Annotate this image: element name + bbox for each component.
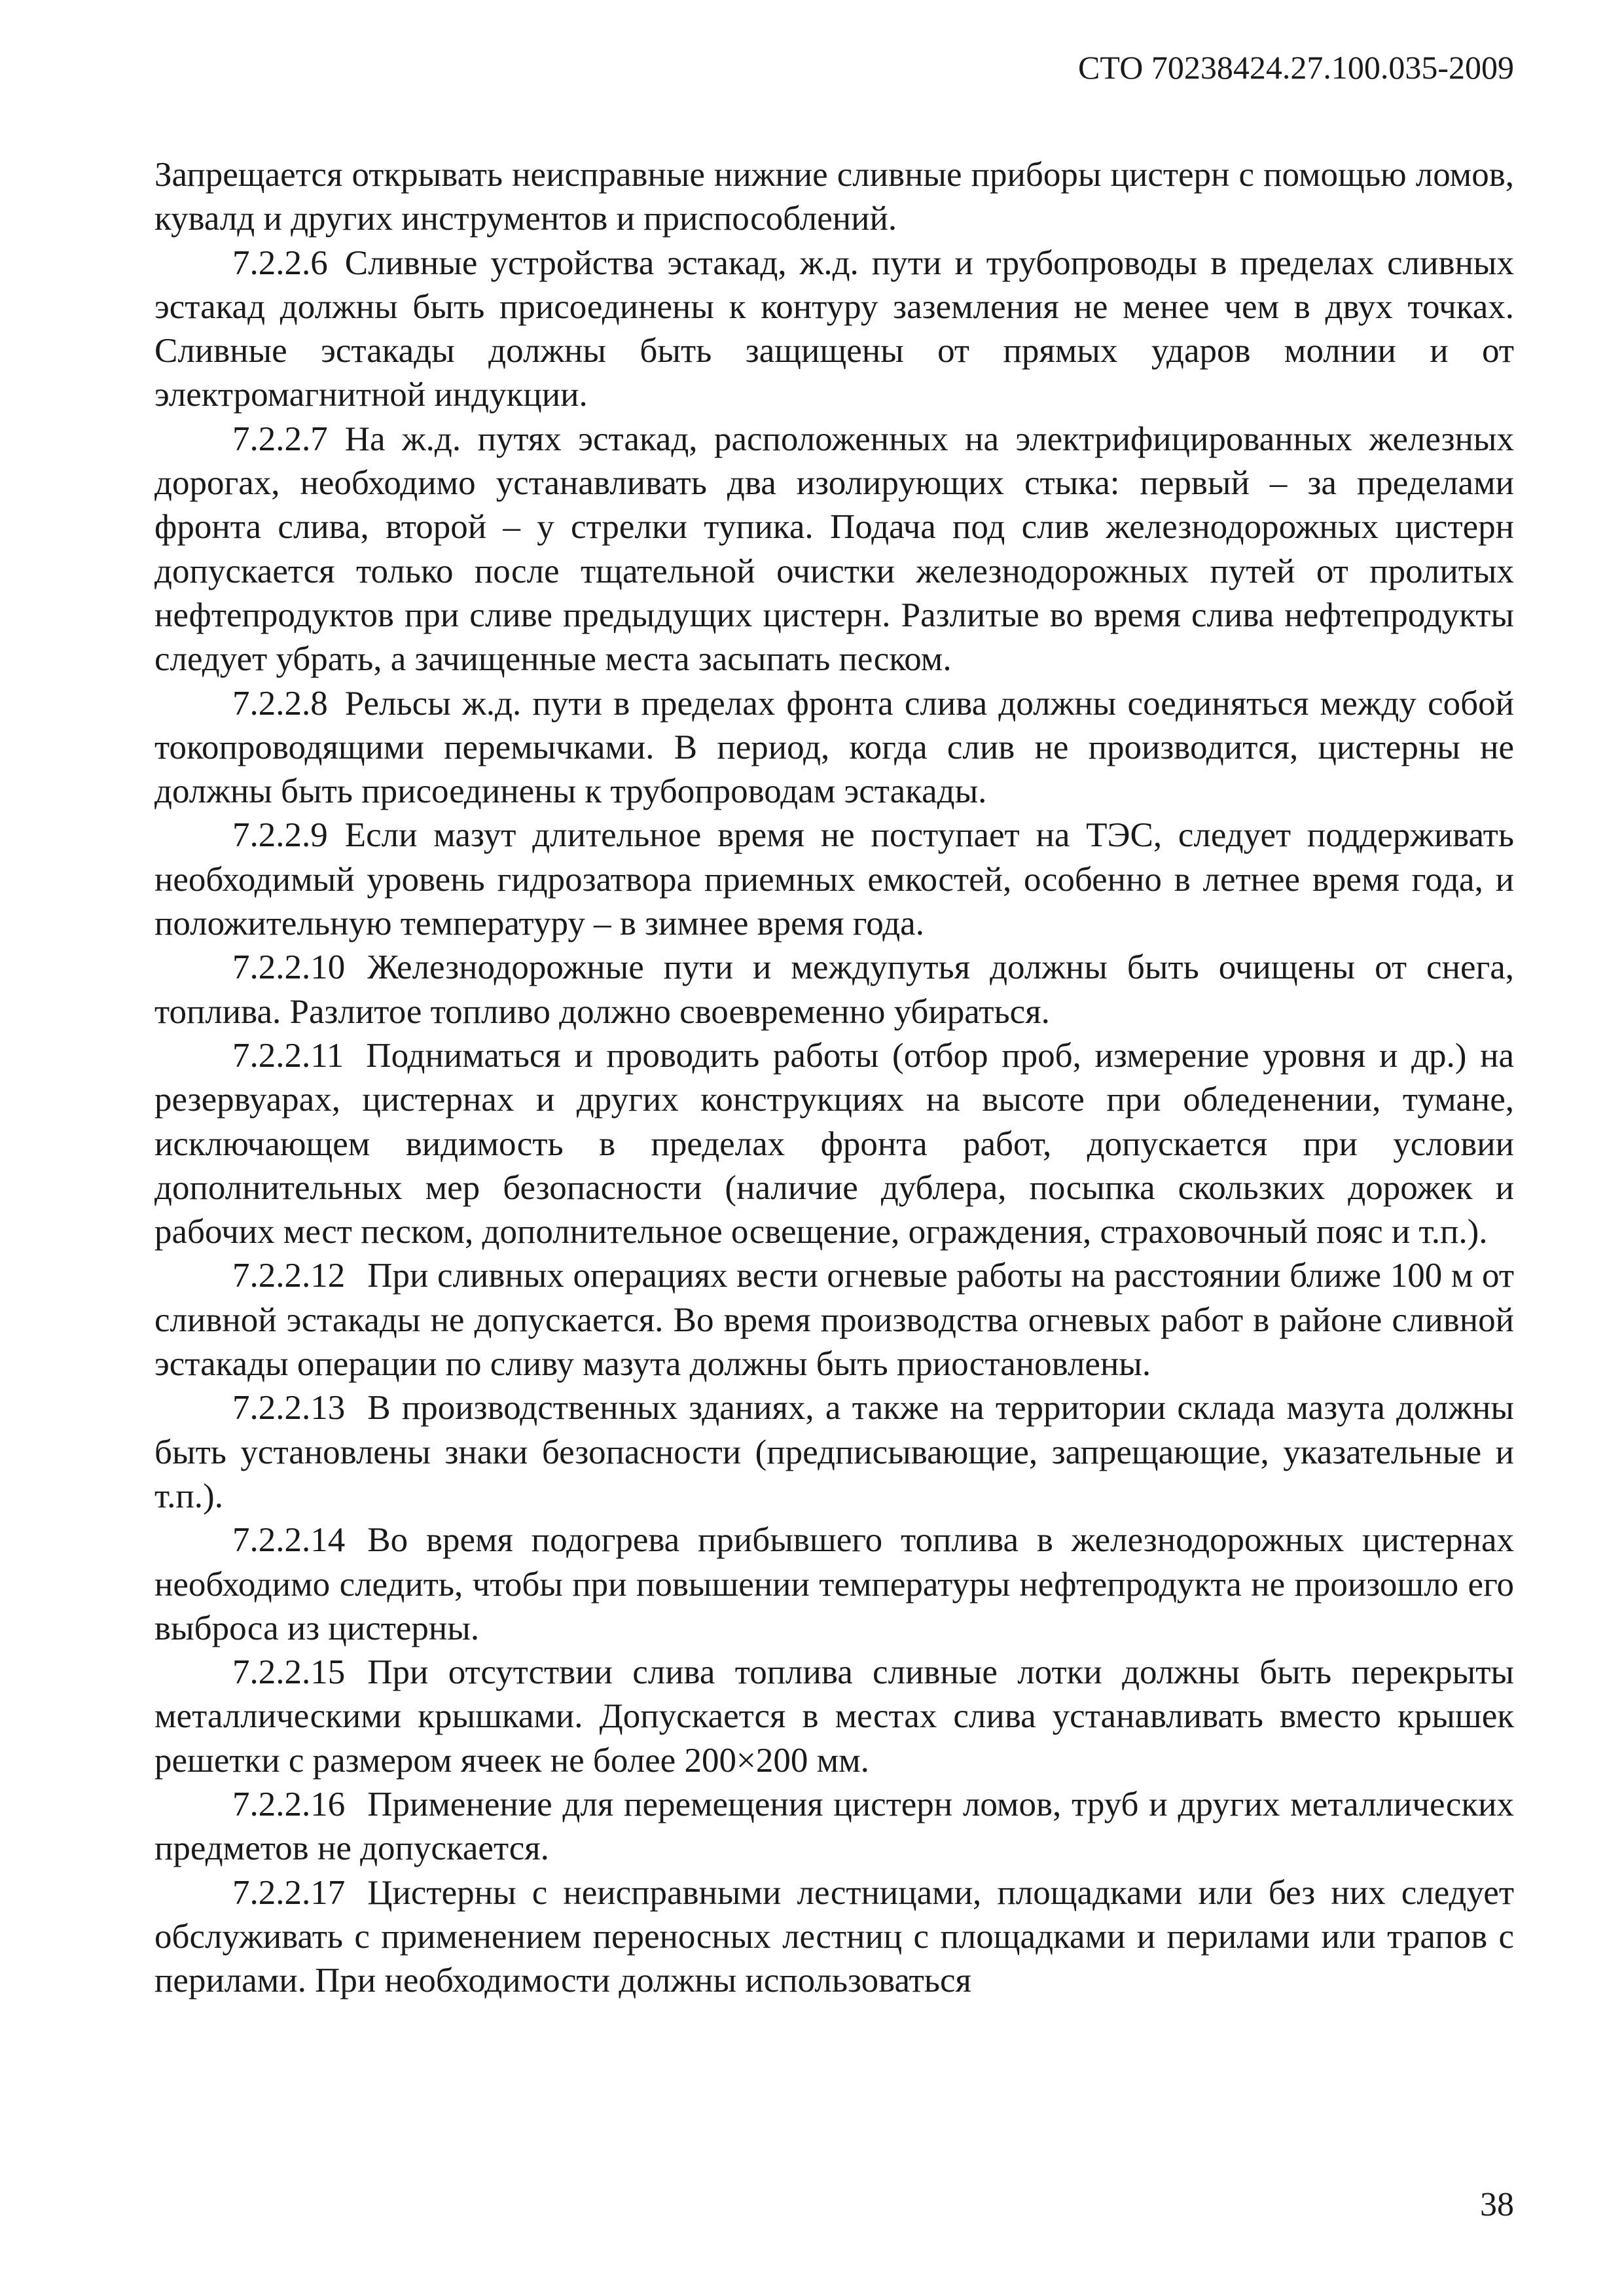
document-code-header: СТО 70238424.27.100.035-2009 [1078,49,1514,86]
clause-text: Сливные устройства эстакад, ж.д. пути и трубопроводы в пределах сливных эстакад должны быть присоединены к контуру заземления не менее чем в двух точках. Сливные эстакады должны быть защищены от прямых ударов молнии и от электромагнитной индукции. [154,243,1514,414]
clause-7-2-2-9 [154,814,1514,946]
clause-number: 7.2.2.9 [232,816,328,855]
page-number: 38 [1480,2186,1514,2223]
clause-text: Применение для перемещения цистерн ломов, труб и других металлических предметов не допускается. [154,1785,1514,1868]
clause-number: 7.2.2.8 [232,684,328,723]
clause-text: При отсутствии слива топлива сливные лотки должны быть перекрыты металлическими крышками. Допускается в местах слива устанавливать вместо крышек решетки с размером ячеек не более 200×200 мм. [154,1653,1514,1780]
clause-number: 7.2.2.13 [232,1389,346,1427]
clause-text: При сливных операциях вести огневые работы на расстоянии ближе 100 м от сливной эстакады не допускается. Во время производства огневых работ в районе сливной эстакады операции по сливу мазута должны быть приостановлены. [154,1257,1514,1384]
clause-number: 7.2.2.7 [232,420,328,458]
clause-text: Железнодорожные пути и междупутья должны быть очищены от снега, топлива. Разлитое топливо должно своевременно убираться. [154,948,1514,1031]
clause-7-2-2-13 [154,1386,1514,1518]
clause-7-2-2-11 [154,1034,1514,1254]
clause-text: Рельсы ж.д. пути в пределах фронта слива должны соединяться между собой токопроводящими перемычками. В период, когда слив не производится, цистерны не должны быть присоединены к трубопроводам эстакады. [154,684,1514,811]
clause-text: Цистерны с неисправными лестницами, площадками или без них следует обслуживать с применением переносных лестниц с площадками и перилами или трапов с перилами. При необходимости должны использоваться [154,1873,1514,2000]
clause-7-2-2-8 [154,682,1514,814]
clause-7-2-2-12 [154,1254,1514,1386]
clause-number: 7.2.2.6 [232,243,328,282]
clause-number: 7.2.2.16 [232,1785,346,1823]
clause-7-2-2-14 [154,1518,1514,1651]
clause-number: 7.2.2.15 [232,1653,346,1692]
paragraph-continuation [154,153,1514,242]
clause-number: 7.2.2.14 [232,1521,346,1560]
clause-text: На ж.д. путях эстакад, расположенных на электрифицированных железных дорогах, необходимо устанавливать два изолирующих стыка: первый – за пределами фронта слива, второй – у стрелки тупика. Подача под слив железнодорожных цистерн допускается только после тщательной очистки железнодорожных путей от пролитых нефтепродуктов при сливе предыдущих цистерн. Разлитые во время слива нефтепродукты следует убрать, а зачищенные места засыпать песком. [154,420,1514,679]
clause-7-2-2-6 [154,242,1514,418]
paragraph-text: Запрещается открывать неисправные нижние сливные приборы цистерн с помощью ломов, кувалд и других инструментов и приспособлений. [154,156,1514,238]
clause-7-2-2-17 [154,1871,1514,2003]
clause-text: Если мазут длительное время не поступает на ТЭС, следует поддерживать необходимый уровень гидрозатвора приемных емкостей, особенно в летнее время года, и положительную температуру – в зимнее время года. [154,816,1514,943]
document-body [154,153,1514,2003]
clause-text: В производственных зданиях, а также на территории склада мазута должны быть установлены знаки безопасности (предписывающие, запрещающие, указательные и т.п.). [154,1389,1514,1515]
clause-number: 7.2.2.17 [232,1873,346,1912]
clause-7-2-2-16 [154,1783,1514,1871]
clause-text: Подниматься и проводить работы (отбор проб, измерение уровня и др.) на резервуарах, цистернах и других конструкциях на высоте при обледенении, тумане, исключающем видимость в пределах фронта работ, допускается при условии дополнительных мер безопасности (наличие дублера, посыпка скользких дорожек и рабочих мест песком, дополнительное освещение, ограждения, страховочный пояс и т.п.). [154,1036,1514,1251]
clause-number: 7.2.2.11 [232,1036,344,1075]
clause-7-2-2-15 [154,1651,1514,1783]
clause-7-2-2-7 [154,418,1514,682]
clause-7-2-2-10 [154,946,1514,1034]
clause-text: Во время подогрева прибывшего топлива в железнодорожных цистернах необходимо следить, чтобы при повышении температуры нефтепродукта не произошло его выброса из цистерны. [154,1521,1514,1647]
clause-number: 7.2.2.12 [232,1257,346,1295]
clause-number: 7.2.2.10 [232,948,346,987]
